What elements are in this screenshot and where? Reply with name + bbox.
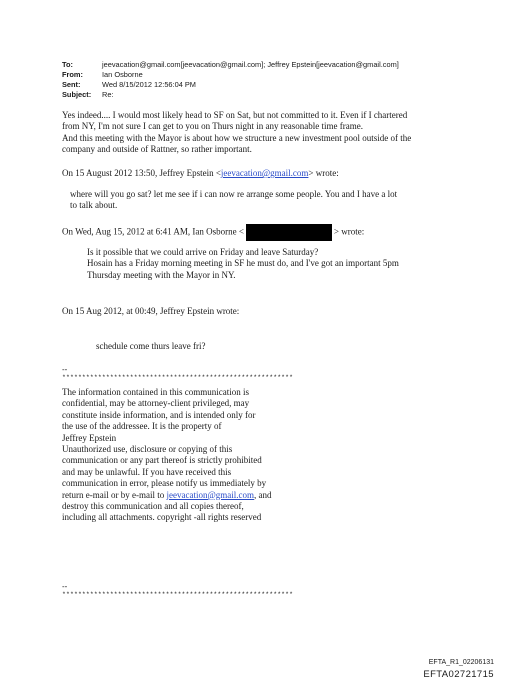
quote-2-prefix: On Wed, Aug 15, 2012 at 6:41 AM, Ian Osborne < <box>62 226 244 237</box>
reply-line-4: company and outside of Rattner, so rather important. <box>62 144 252 155</box>
disclaimer-line-12-suffix: , and <box>253 489 272 500</box>
sent-label: Sent: <box>62 80 81 89</box>
asterisk-divider-2: ********************************************************** <box>62 591 294 598</box>
asterisk-divider-1: ********************************************************** <box>62 374 294 381</box>
sent-value: Wed 8/15/2012 12:56:04 PM <box>102 80 196 89</box>
header-to-row <box>62 60 399 70</box>
quote-2-body <box>87 247 399 281</box>
from-label: From: <box>62 70 83 79</box>
reply-body <box>62 110 411 156</box>
disclaimer-line-3: constitute inside information, and is intended only for <box>62 409 256 420</box>
disclaimer-line-12-prefix: return e-mail or by e-mail to <box>62 489 167 500</box>
bates-number-large: EFTA02721715 <box>423 669 494 680</box>
disclaimer-email-link[interactable]: jeevacation@gmail.com <box>166 489 254 500</box>
quote-2-suffix: > wrote: <box>333 226 365 237</box>
signature-separator-2: -- <box>62 582 68 591</box>
quote-1-email-link[interactable]: jeevacation@gmail.com <box>220 168 309 178</box>
quote-3-body: schedule come thurs leave fri? <box>96 341 206 351</box>
quote-header-2 <box>62 224 364 241</box>
quote-1-line-2: to talk about. <box>70 200 118 211</box>
disclaimer-line-13: destroy this communication and all copies thereof, <box>62 501 244 512</box>
header-sent-row <box>62 80 399 90</box>
disclaimer-line-9: communication in error, please notify us immediately by <box>62 478 267 489</box>
quote-2-line-3: Thursday meeting with the Mayor in NY. <box>87 269 236 280</box>
header-subject-row <box>62 90 399 100</box>
disclaimer-line-7: communication or any part thereof is strictly prohibited <box>62 455 262 466</box>
subject-value: Re: <box>102 90 114 99</box>
quote-1-prefix: On 15 August 2012 13:50, Jeffrey Epstein < <box>62 168 221 178</box>
disclaimer-line-12 <box>62 490 271 501</box>
disclaimer <box>62 387 271 524</box>
bates-number-small: EFTA_R1_02206131 <box>428 659 494 666</box>
reply-line-1: Yes indeed.... I would most likely head to SF on Sat, but not committed to it. Even if I chartered <box>62 110 408 120</box>
to-value: jeevacation@gmail.com[jeevacation@gmail.com]; Jeffrey Epstein[jeevacation@gmail.com] <box>102 60 399 69</box>
disclaimer-line-5: Jeffrey Epstein <box>62 432 117 443</box>
disclaimer-line-14: including all attachments. copyright -all rights reserved <box>62 512 262 523</box>
disclaimer-line-2: confidential, may be attorney-client privileged, may <box>62 398 250 409</box>
email-header <box>62 60 399 100</box>
redaction-block <box>246 224 332 241</box>
header-from-row <box>62 70 399 80</box>
quote-header-3: On 15 Aug 2012, at 00:49, Jeffrey Epstein wrote: <box>62 306 240 316</box>
quote-2-line-1: Is it possible that we could arrive on Friday and leave Saturday? <box>87 247 319 257</box>
disclaimer-line-4: the use of the addressee. It is the property of <box>62 421 222 432</box>
quote-1-line-1: where will you go sat? let me see if i can now re arrange some people. You and I have a lot <box>70 189 398 199</box>
quote-2-line-2: Hosain has a Friday morning meeting in SF he must do, and I've got an important 5pm <box>87 258 399 269</box>
to-label: To: <box>62 60 73 69</box>
disclaimer-line-6: Unauthorized use, disclosure or copying of this <box>62 444 233 455</box>
quote-1-suffix: > wrote: <box>308 168 339 178</box>
disclaimer-line-1: The information contained in this communication is <box>62 387 249 397</box>
signature-separator-1: -- <box>62 365 68 374</box>
quote-1-body <box>70 189 397 212</box>
from-value: Ian Osborne <box>102 70 143 79</box>
reply-line-3: And this meeting with the Mayor is about how we structure a new investment pool outside of the <box>62 132 412 143</box>
subject-label: Subject: <box>62 90 92 99</box>
quote-header-1 <box>62 168 339 179</box>
reply-line-2: from NY, I'm not sure I can get to you on Thurs night in any reasonable time frame. <box>62 121 363 132</box>
disclaimer-line-8: and may be unlawful. If you have received this <box>62 466 232 477</box>
